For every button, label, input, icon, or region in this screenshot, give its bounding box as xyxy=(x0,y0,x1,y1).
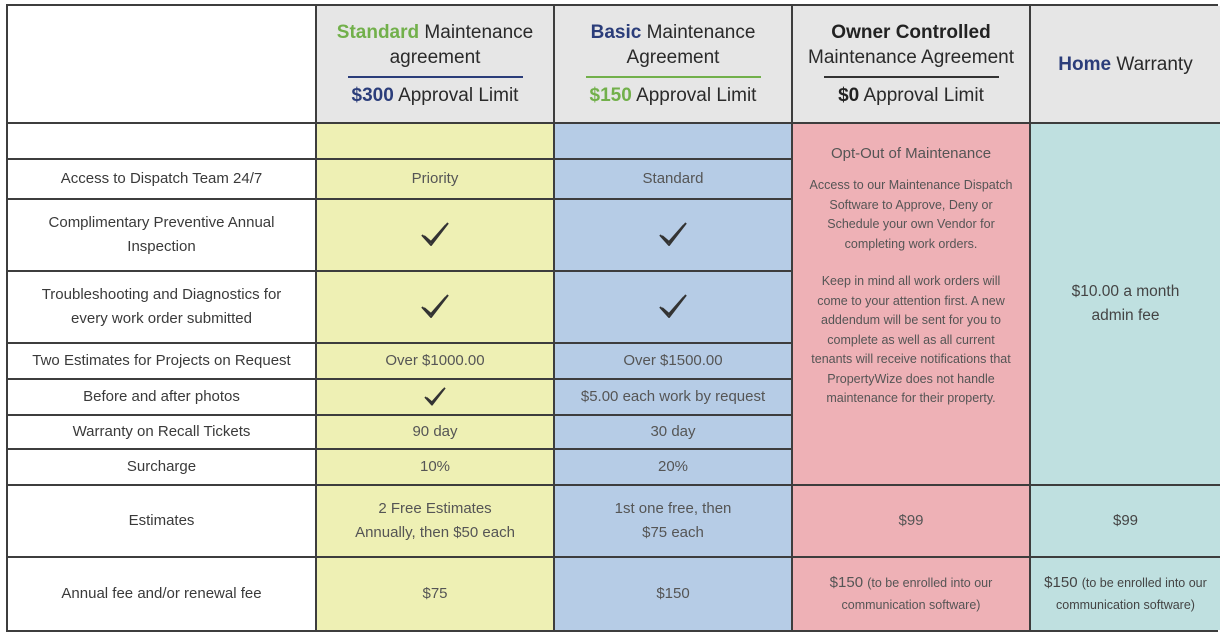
warranty-estimates: $99 xyxy=(1031,486,1220,558)
comparison-table xyxy=(6,4,1218,632)
row-label-dispatch: Access to Dispatch Team 24/7 xyxy=(8,160,317,200)
standard-troubleshooting xyxy=(317,272,555,344)
row-label-inspection: Complimentary Preventive Annual Inspection xyxy=(8,200,317,272)
checkmark-icon xyxy=(418,290,452,324)
header-owner-title: Owner Controlled Maintenance Agreement xyxy=(808,22,1014,68)
row-label-estimates: Estimates xyxy=(8,486,317,558)
spacer-basic xyxy=(555,124,793,160)
header-owner xyxy=(793,6,1031,124)
header-owner-limit: $0 Approval Limit xyxy=(838,85,984,106)
row-label-troubleshooting: Troubleshooting and Diagnostics for every work order submitted xyxy=(8,272,317,344)
basic-annual-fee: $150 xyxy=(555,558,793,630)
warranty-admin-fee: $10.00 a month admin fee xyxy=(1031,124,1220,486)
header-basic-title: Basic Maintenance Agreement xyxy=(590,22,756,68)
basic-warranty-recall: 30 day xyxy=(555,416,793,450)
header-standard-limit: $300 Approval Limit xyxy=(351,85,519,106)
standard-photos xyxy=(317,380,555,416)
header-warranty-title: Home Warranty xyxy=(1058,53,1193,75)
basic-photos: $5.00 each work by request xyxy=(555,380,793,416)
standard-surcharge: 10% xyxy=(317,450,555,486)
standard-estimates: 2 Free Estimates Annually, then $50 each xyxy=(317,486,555,558)
header-empty-cell xyxy=(8,6,317,124)
row-label-warranty-recall: Warranty on Recall Tickets xyxy=(8,416,317,450)
header-basic xyxy=(555,6,793,124)
owner-annual-fee-note: (to be enrolled into our communication software) xyxy=(841,576,993,612)
row-label-photos: Before and after photos xyxy=(8,380,317,416)
standard-dispatch: Priority xyxy=(317,160,555,200)
spacer-label xyxy=(8,124,317,160)
header-warranty xyxy=(1031,6,1220,124)
row-label-two-estimates: Two Estimates for Projects on Request xyxy=(8,344,317,380)
basic-inspection xyxy=(555,200,793,272)
header-standard-title: Standard Maintenance agreement xyxy=(336,22,534,68)
checkmark-icon xyxy=(422,384,448,410)
basic-two-estimates: Over $1500.00 xyxy=(555,344,793,380)
header-standard xyxy=(317,6,555,124)
checkmark-icon xyxy=(418,218,452,252)
standard-inspection xyxy=(317,200,555,272)
standard-annual-fee: $75 xyxy=(317,558,555,630)
warranty-annual-fee-note: (to be enrolled into our communication software) xyxy=(1056,576,1207,612)
warranty-annual-fee xyxy=(1031,558,1220,630)
basic-troubleshooting xyxy=(555,272,793,344)
owner-optout-description: Access to our Maintenance Dispatch Software to Approve, Deny or Schedule your own Vendor for completing work orders. xyxy=(809,178,1013,251)
owner-optout-notice: Keep in mind all work orders will come to your attention first. A new addendum will be sent for you to complete as well as all current tenants will receive notifications that PropertyWize does not handle maintenance for their property. xyxy=(811,274,1011,405)
header-basic-divider xyxy=(586,76,761,78)
owner-annual-fee xyxy=(793,558,1031,630)
owner-annual-fee-amount: $150 xyxy=(829,574,864,591)
owner-estimates: $99 xyxy=(793,486,1031,558)
header-owner-divider xyxy=(824,76,999,78)
warranty-annual-fee-amount: $150 xyxy=(1044,574,1078,591)
standard-warranty-recall: 90 day xyxy=(317,416,555,450)
owner-optout-heading: Opt-Out of Maintenance xyxy=(830,145,992,162)
header-standard-divider xyxy=(348,76,523,78)
owner-optout-block xyxy=(793,124,1031,486)
header-basic-limit: $150 Approval Limit xyxy=(589,85,757,106)
spacer-standard xyxy=(317,124,555,160)
checkmark-icon xyxy=(656,218,690,252)
row-label-annual-fee: Annual fee and/or renewal fee xyxy=(8,558,317,630)
row-label-surcharge: Surcharge xyxy=(8,450,317,486)
standard-two-estimates: Over $1000.00 xyxy=(317,344,555,380)
basic-estimates: 1st one free, then $75 each xyxy=(555,486,793,558)
checkmark-icon xyxy=(656,290,690,324)
basic-surcharge: 20% xyxy=(555,450,793,486)
basic-dispatch: Standard xyxy=(555,160,793,200)
